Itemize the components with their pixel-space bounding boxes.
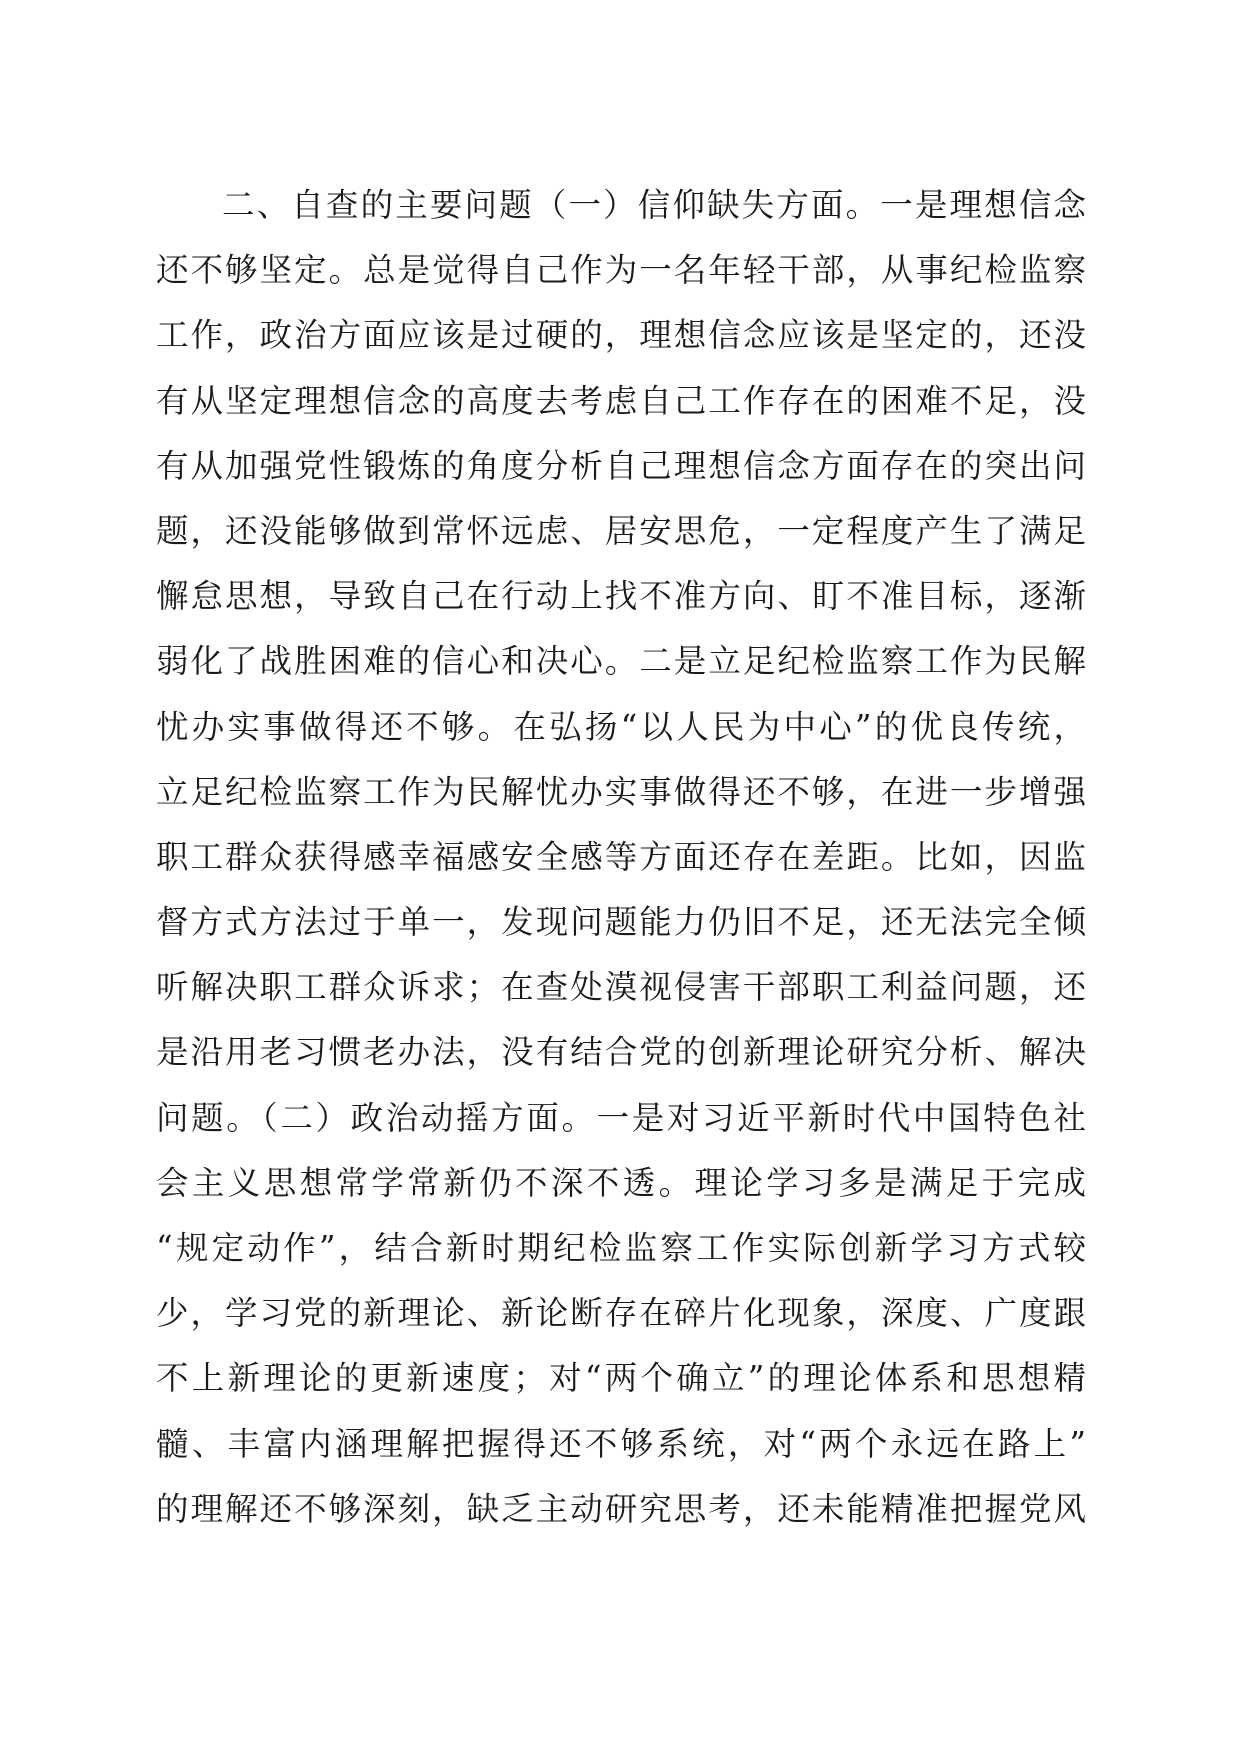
- text-line: 二、自查的主要问题（一）信仰缺失方面。一是理想信念: [222, 186, 1086, 224]
- text-line: 会主义思想常学常新仍不深不透。理论学习多是满足于完成: [156, 1163, 1086, 1202]
- text-line: 髓、丰富内涵理解把握得还不够系统，对“两个永远在路上”: [156, 1424, 1086, 1463]
- text-line: 有从加强党性锻炼的角度分析自己理想信念方面存在的突出问: [156, 446, 1086, 485]
- text-line: 题，还没能够做到常怀远虑、居安思危，一定程度产生了满足: [156, 511, 1086, 550]
- text-line: 是沿用老习惯老办法，没有结合党的创新理论研究分析、解决: [156, 1033, 1086, 1072]
- text-line: 有从坚定理想信念的高度去考虑自己工作存在的困难不足，没: [156, 381, 1086, 420]
- text-line: 还不够坚定。总是觉得自己作为一名年轻干部，从事纪检监察: [156, 251, 1086, 290]
- text-line: 懈怠思想，导致自己在行动上找不准方向、盯不准目标，逐渐: [156, 577, 1086, 616]
- text-line: 不上新理论的更新速度；对“两个确立”的理论体系和思想精: [156, 1359, 1086, 1398]
- text-line: 少，学习党的新理论、新论断存在碎片化现象，深度、广度跟: [156, 1294, 1086, 1333]
- text-line: 工作，政治方面应该是过硬的，理想信念应该是坚定的，还没: [156, 316, 1086, 355]
- text-line: 弱化了战胜困难的信心和决心。二是立足纪检监察工作为民解: [156, 642, 1086, 681]
- text-line: 的理解还不够深刻，缺乏主动研究思考，还未能精准把握党风: [156, 1489, 1086, 1528]
- text-line: 督方式方法过于单一，发现问题能力仍旧不足，还无法完全倾: [156, 903, 1086, 942]
- text-line: 问题。（二）政治动摇方面。一是对习近平新时代中国特色社: [156, 1098, 1086, 1137]
- text-line: 听解决职工群众诉求；在查处漠视侵害干部职工利益问题，还: [156, 968, 1086, 1007]
- text-line: 立足纪检监察工作为民解忧办实事做得还不够，在进一步增强: [156, 772, 1086, 811]
- text-line: 忧办实事做得还不够。在弘扬“以人民为中心”的优良传统，: [156, 707, 1086, 746]
- text-line: “规定动作”，结合新时期纪检监察工作实际创新学习方式较: [156, 1229, 1086, 1267]
- body-paragraph: [156, 186, 1086, 1555]
- text-line: 职工群众获得感幸福感安全感等方面还存在差距。比如，因监: [156, 837, 1086, 876]
